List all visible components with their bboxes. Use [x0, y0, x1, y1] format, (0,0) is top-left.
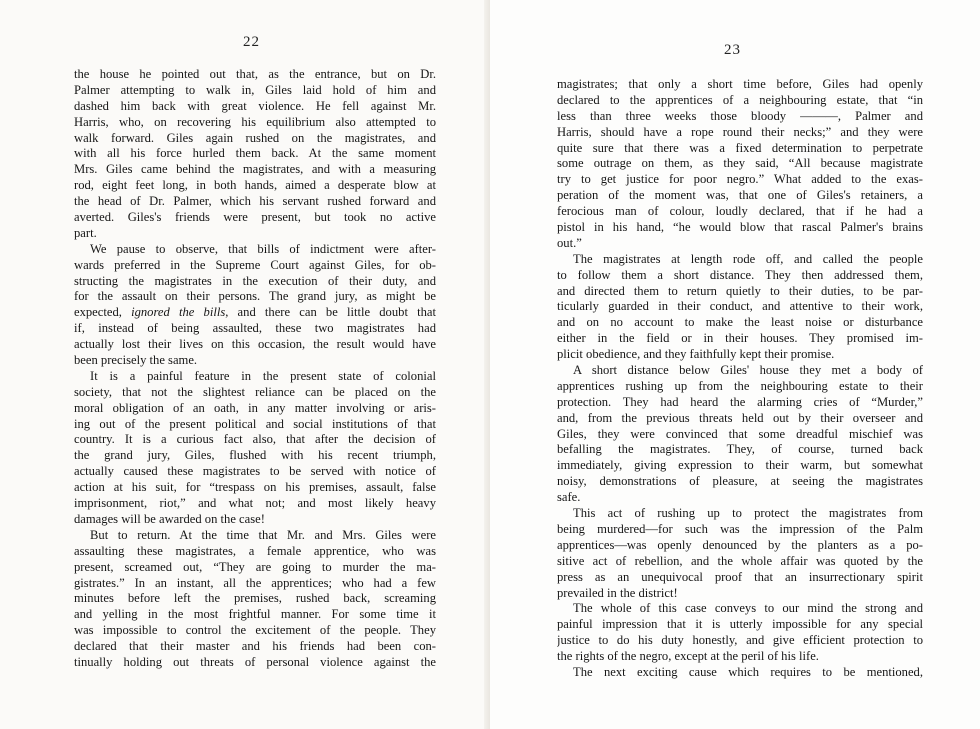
- text-line: This act of rushing up to protect the magistrates from: [573, 506, 923, 521]
- text-line: ticularly guarded in their conduct, and attentive to their work,: [557, 299, 923, 314]
- text-line: magistrates; that only a short time before, Giles had openly: [557, 77, 923, 91]
- text-line: either in the field or in their houses. They promised im-: [557, 331, 923, 346]
- text-line: being murdered—for such was the impression of the Palm: [557, 521, 923, 536]
- text-line: peration of the moment was, that one of Giles's retainers, a: [557, 188, 923, 203]
- text-line: We pause to observe, that bills of indictment were after-: [90, 241, 436, 256]
- text-line: The magistrates at length rode off, and called the people: [573, 251, 923, 266]
- text-line: if, instead of being assaulted, these two magistrates had: [74, 321, 436, 336]
- text-line: painful impression that it is utterly impossible for any special: [557, 617, 923, 632]
- text-line: and on no account to make the least noise or disturbance: [557, 315, 923, 330]
- text-line: plicit obedience, and they faithfully kept their promise.: [557, 347, 835, 362]
- text-line: for the assault on their persons. The grand jury, as might be: [74, 289, 436, 304]
- text-line: ferocious man of colour, loudly declared, that if he had a: [557, 204, 923, 219]
- text-line: ing out of the present political and social institutions of that: [74, 416, 436, 431]
- text-line: prevailed in the district!: [557, 585, 678, 600]
- text-line: the house he pointed out that, as the entrance, but on Dr.: [74, 67, 436, 81]
- text-line: damages will be awarded on the case!: [74, 511, 265, 526]
- text-line: sitive act of rebellion, and the whole affair was quoted by the: [557, 553, 923, 568]
- text-line: A short distance below Giles' house they met a body of: [573, 363, 923, 378]
- text-line: befalling the magistrates. They, of course, turned back: [557, 442, 923, 457]
- text-line: declared that their master and his friends had been con-: [74, 639, 436, 654]
- text-line: and, from the previous threats held out by their overseer and: [557, 410, 923, 425]
- text-line: actually lost their lives on this occasion, the result would have: [74, 337, 436, 352]
- text-line: to follow them a short distance. They then addressed them,: [557, 267, 923, 282]
- text-line: apprentices rushing up from the neighbouring estate to their: [557, 378, 923, 393]
- text-line: The next exciting cause which requires to be mentioned,: [573, 664, 923, 679]
- text-line: expected, ignored the bills, and there can be little doubt that: [74, 305, 436, 320]
- text-line: the rights of the negro, except at the peril of his life.: [557, 649, 819, 664]
- text-line: was impossible to control the excitement of the people. They: [74, 623, 436, 638]
- left-page-body-text: [74, 67, 436, 671]
- text-line: apprentices—was openly denounced by the planters as a po-: [557, 537, 923, 552]
- right-page: [490, 0, 980, 729]
- text-line: Harris, who, on recovering his equilibrium also attempted to: [74, 114, 436, 129]
- text-line: noisy, demonstrations of pleasure, at seeing the magistrates: [557, 474, 923, 489]
- text-line: and directed them to return quietly to their duties, to be par-: [557, 283, 923, 298]
- text-line: and yelling in the most frightful manner. For some time it: [74, 607, 436, 622]
- text-line: minutes before left the premises, rushed back, screaming: [74, 591, 436, 606]
- text-line: society, that not the slightest reliance can be placed on the: [74, 384, 436, 399]
- text-line: protection. They had heard the alarming cries of “Murder,”: [557, 394, 923, 409]
- text-line: Harris, should have a rope round their necks;” and they were: [557, 124, 923, 139]
- text-line: Palmer attempting to walk in, Giles laid hold of him and: [74, 82, 436, 97]
- text-line: less than three weeks those bloody ———, Palmer and: [557, 108, 923, 123]
- text-line: gistrates.” In an instant, all the apprentices; who had a few: [74, 575, 436, 590]
- text-line: part.: [74, 225, 97, 240]
- text-line: try to get justice for poor negro.” What added to the exas-: [557, 172, 923, 187]
- text-line: with all his force hurled them back. At the same moment: [74, 146, 436, 161]
- text-line: structing the magistrates in the execution of their duty, and: [74, 273, 436, 288]
- text-line: rod, eight feet long, in both hands, aimed a desperate blow at: [74, 178, 436, 193]
- text-line: out.”: [557, 235, 582, 250]
- text-line: Giles, they were convinced that some dreadful mischief was: [557, 426, 923, 441]
- text-line: dashed him back with great violence. He fell against Mr.: [74, 98, 436, 113]
- text-line: the grand jury, Giles, flushed with his recent triumph,: [74, 448, 436, 463]
- page-number-left: 22: [243, 34, 260, 50]
- text-line: pistol in his hand, “he would blow that rascal Palmer's brains: [557, 220, 923, 235]
- text-line: actually caused these magistrates to be served with notice of: [74, 464, 436, 479]
- text-line: the head of Dr. Palmer, which his servant rushed forward and: [74, 194, 436, 209]
- page-number-right: 23: [724, 42, 741, 58]
- text-line: immediately, giving expression to their warm, but somewhat: [557, 458, 923, 473]
- text-line: action at his suit, for “trespass on his premises, assault, false: [74, 480, 436, 495]
- right-page-body-text: [557, 77, 923, 681]
- text-line: wards preferred in the Supreme Court against Giles, for ob-: [74, 257, 436, 272]
- text-line: present, screamed out, “They are going to murder the ma-: [74, 559, 436, 574]
- text-line: declared to the apprentices of a neighbouring estate, that “in: [557, 92, 923, 107]
- text-line: moral obligation of an oath, in any matter involving or aris-: [74, 400, 436, 415]
- text-line: country. It is a curious fact also, that after the decision of: [74, 432, 436, 447]
- text-line: quite sure that there was a fixed determination to perpetrate: [557, 140, 923, 155]
- text-line: tinually holding out threats of personal violence against the: [74, 654, 436, 669]
- text-line: averted. Giles's friends were present, but took no active: [74, 210, 436, 225]
- text-line: been precisely the same.: [74, 353, 198, 368]
- text-line: justice to do his duty honestly, and give efficient protection to: [557, 633, 923, 648]
- text-line: walk forward. Giles again rushed on the magistrates, and: [74, 130, 436, 145]
- text-line: assaulting these magistrates, a female apprentice, who was: [74, 543, 436, 558]
- text-line: It is a painful feature in the present state of colonial: [90, 368, 436, 383]
- text-line: But to return. At the time that Mr. and Mrs. Giles were: [90, 527, 436, 542]
- text-line: press as an unequivocal proof that an insurrectionary spirit: [557, 569, 923, 584]
- text-line: safe.: [557, 490, 581, 505]
- text-line: imprisonment, riot,” and what not; and most likely heavy: [74, 496, 436, 511]
- text-line: The whole of this case conveys to our mind the strong and: [573, 601, 923, 616]
- text-line: Mrs. Giles came behind the magistrates, and with a measuring: [74, 162, 436, 177]
- text-line: some outrage on them, as they said, “All because magistrate: [557, 156, 923, 171]
